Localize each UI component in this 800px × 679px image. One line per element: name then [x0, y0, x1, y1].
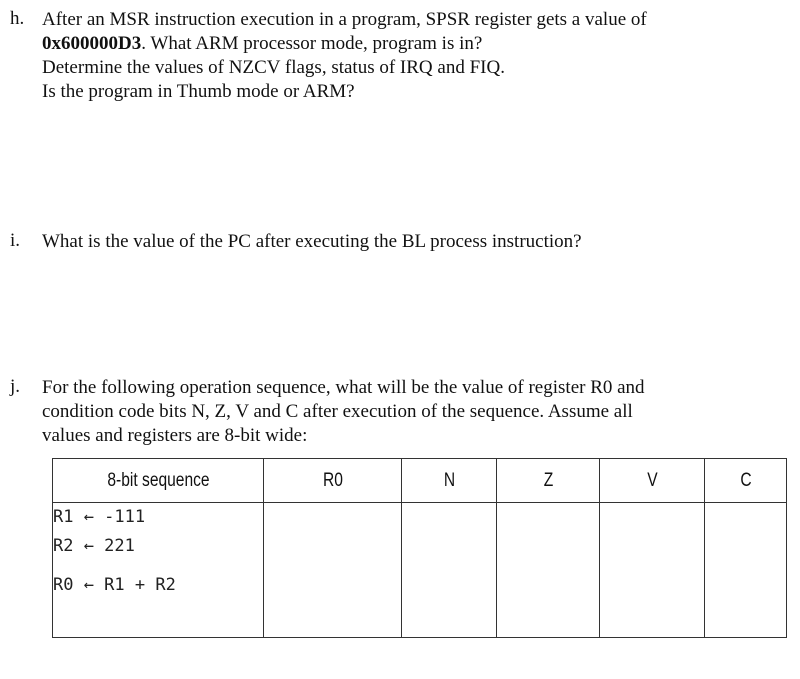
question-j-number: j.: [10, 376, 21, 397]
answer-table: [52, 458, 787, 638]
question-j-line-2: condition code bits N, Z, V and C after execution of the sequence. Assume all: [42, 401, 633, 422]
instruction-2: R2 ← 221: [53, 536, 135, 556]
question-h-line-2-rest: . What ARM processor mode, program is in?: [141, 33, 483, 54]
table-row: [53, 503, 787, 638]
question-j-line-3: values and registers are 8-bit wide:: [42, 425, 308, 446]
spsr-value: 0x600000D3: [42, 33, 142, 54]
question-h-line-3: Determine the values of NZCV flags, status of IRQ and FIQ.: [42, 57, 505, 78]
answer-cell-r0[interactable]: [264, 503, 402, 638]
question-h-line-2: [42, 32, 772, 56]
answer-cell-n[interactable]: [402, 503, 497, 638]
table-header-row: [53, 459, 787, 503]
question-i-number: i.: [10, 230, 21, 251]
question-i-line-1: What is the value of the PC after executing the BL process instruction?: [42, 231, 582, 252]
instruction-1: R1 ← -111: [53, 507, 146, 527]
header-r0: R0: [276, 459, 389, 503]
answer-cell-c[interactable]: [705, 503, 787, 638]
question-h-number: h.: [10, 8, 25, 29]
question-h-text: [42, 8, 772, 104]
header-n: N: [410, 459, 488, 503]
header-c: C: [712, 459, 779, 503]
instruction-3: R0 ← R1 + R2: [53, 575, 176, 595]
header-v: V: [609, 459, 695, 503]
question-i-text: [42, 230, 772, 254]
header-z: Z: [506, 459, 590, 503]
question-j-line-1: For the following operation sequence, what will be the value of register R0 and: [42, 377, 645, 398]
question-h-line-4: Is the program in Thumb mode or ARM?: [42, 81, 355, 102]
header-sequence: 8-bit sequence: [71, 459, 244, 503]
question-j-text: [42, 376, 772, 448]
question-h-line-1: After an MSR instruction execution in a program, SPSR register gets a value of: [42, 9, 647, 30]
sequence-cell: [53, 503, 264, 638]
answer-cell-v[interactable]: [600, 503, 705, 638]
answer-cell-z[interactable]: [497, 503, 600, 638]
